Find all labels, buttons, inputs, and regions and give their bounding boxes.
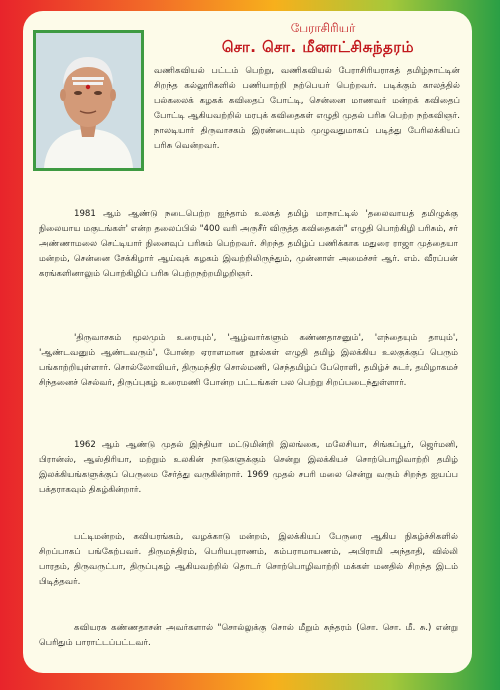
bio-paragraph-5: பட்டிமன்றம், கவியரங்கம், வழக்காடு மன்றம், இலக்கியப் பேருரை ஆகிய நிகழ்ச்சிகளில் சிறப்பாகப் பங்கேற்பவர். திருமந்திரம், பெரியபுராணம், கம்பராமாயணம், அபிராமி அந்தாதி, வில்லி பாரதம், திருவருட்பா, திருப்புகழ் ஆகியவற்றில் தொடர் சொற்பொழிவாற்றி மக்கள் மனதில் சிறந்த இடம் பிடித்தவர். [39, 532, 458, 587]
designation: பேராசிரியர் [290, 21, 356, 35]
bio-paragraph-6: கவியரசு கண்ணதாசன் அவர்களால் "சொல்லுக்கு சொல் மீறும் சுந்தரம் (சொ. சொ. மீ. சு.) என்று பெரிதும் பாராட்டப்பட்டவர். [39, 623, 458, 648]
bio-paragraph-2: 1981 ஆம் ஆண்டு நடைபெற்ற ஐந்தாம் உலகத் தமிழ் மாநாட்டில் 'தலைவாயத் தமிழுக்கு நிலையாய மகுடங்கள்' என்ற தலைப்பில் "400 வரி அருசீர் விருத்த கவிதைகள்" எழுதி பொற்கிழி பரிசும், சர் அண்ணாமலை செட்டியார் நினைவுப் பரிசும் பெற்றவர். சிறந்த தமிழ்ப் பணிக்காக மதுரை ராஜா முத்தையா மன்றம், சென்னை சேக்கிழார் ஆய்வுக் கழகம் இவற்றிலிருந்தும், முன்னாள் அமைச்சர் ஆர். எம். வீரப்பன் கரங்களினாலும் பொற்கிழிப் பரிசு பெற்றநற்றமிழறிஞர். [39, 209, 458, 279]
bio-paragraph-3: 'திருவாசகம் மூலமும் உரையும்', 'ஆழ்வார்களும் கண்ணதாசனும்', 'எந்தையும் தாயும்', 'ஆண்டவனும் ஆண்டவரும்', போன்ற ஏராளமான நூல்கள் எழுதி தமிழ் இலக்கிய உலகுக்குப் பெரும் பங்காற்றியுள்ளார். சொல்லோவியர், திருமந்திர சொல்மணி, செந்தமிழ்ப் பேரொளி, தமிழ்ச் சுடர், தமிழாகமச் சிந்தனைச் செல்வர், திருப்புகழ் உரைமணி போன்ற பட்டங்கள் பல பெற்று சிறப்படைந்துள்ளார். [39, 333, 458, 388]
portrait-figure [36, 33, 141, 168]
bio-paragraph-1: வணிகவியல் பட்டம் பெற்று, வணிகவியல் பேராசிரியராகத் தமிழ்நாட்டின் சிறந்த கல்லூரிகளில் பணியாற்றி நற்பெயர் பெற்றவர். படிக்கும் காலத்தில் பல்கலைக் கழகக் கவிதைப் போட்டி, சென்னை மாணவர் மன்றக் கவிதைப் போட்டி ஆகியவற்றில் மரபுக் கவிதைகள் எழுதி முதல் பரிசு பெற்ற நற்கவிஞர். நாலடியார் திருவாசகம் இரண்டையும் முழுவதுமாகப் படித்து பேரிலக்கியப் பரிசு வென்றவர். [154, 66, 460, 151]
profile-card [23, 11, 472, 673]
person-name: சொ. சொ. மீனாட்சிசுந்தரம் [221, 38, 415, 56]
portrait-photo [33, 30, 144, 171]
bio-paragraph-4: 1962 ஆம் ஆண்டு முதல் இந்தியா மட்டுமின்றி இலங்கை, மலேசியா, சிங்கப்பூர், ஜெர்மனி, பிரான்ஸ், ஆஸ்திரியா, மற்றும் உலகின் நாடுகளுக்கும் சென்று இலக்கியச் சொற்பொழிவாற்றி தமிழ் இலக்கியங்களுக்குப் பெருமை சேர்த்து வருகின்றார். 1969 முதல் சபரி மலை சென்று வரும் சிறந்த ஐயப்ப பக்தராகவும் திகழ்கின்றார். [39, 440, 458, 495]
